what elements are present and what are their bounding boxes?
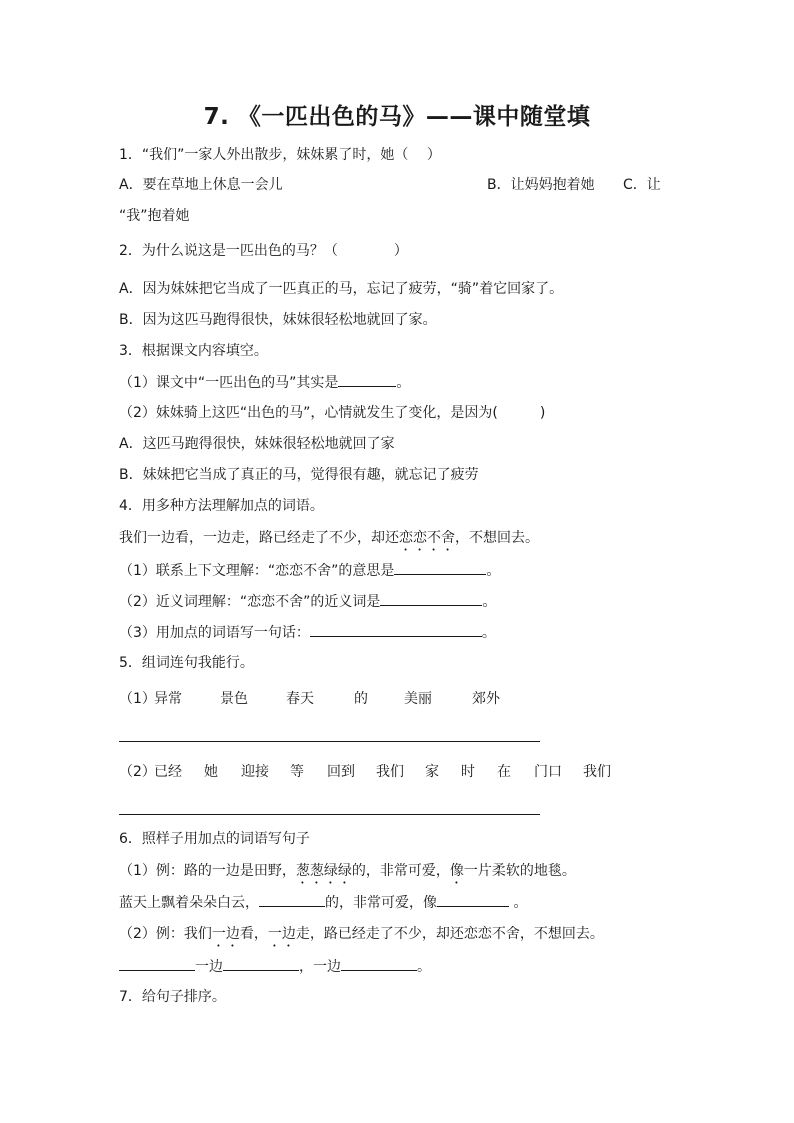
q6-example-2 (119, 924, 604, 950)
q6-ex1-dotted-word: 像 (449, 863, 464, 879)
q4-sub1-blank[interactable] (394, 560, 486, 575)
q1-option-b: B．让妈妈抱着她 (487, 177, 595, 193)
q4-sub3 (119, 622, 496, 643)
q3-option-a: A．这匹马跑得很快，妹妹很轻松地就回了家 (119, 436, 395, 452)
q5-sub1-word: 春天 (286, 691, 314, 707)
q5-sub2-word: 她 (204, 764, 218, 780)
q6-ex2-dotted-word: 一边 (267, 926, 296, 942)
q5-sub2-word: 等 (290, 764, 304, 780)
q6-ex1-text: 一片柔软的地毯。 (463, 863, 576, 879)
q3-sub1-blank[interactable] (338, 372, 396, 387)
q7-stem: 7．给句子排序。 (119, 989, 226, 1005)
q5-sub1-label: （1） (119, 691, 156, 707)
q5-sub2-word: 家 (425, 764, 439, 780)
q5-sub2-word: 迎接 (241, 764, 269, 780)
q5-sub2-label: （2） (119, 764, 156, 780)
q5-sub2-word: 在 (497, 764, 511, 780)
q4-sub2-text: （2）近义词理解：“恋恋不舍”的近义词是 (119, 594, 381, 610)
q3-sub1-text: （1）课文中“一匹出色的马”其实是 (119, 375, 339, 391)
q3-sub2: （2）妹妹骑上这匹“出色的马”，心情就发生了变化，是因为( ) (119, 405, 546, 421)
q4-sub2-blank[interactable] (380, 591, 482, 606)
q6-fill2-blank[interactable] (341, 956, 417, 971)
q6-ex1-text: 的，非常可爱， (351, 863, 450, 879)
q4-stem: 4．用多种方法理解加点的词语。 (119, 498, 324, 514)
q5-sub1-word: 的 (354, 691, 368, 707)
q3-option-b: B．妹妹把它当成了真正的马，觉得很有趣，就忘记了疲劳 (119, 467, 479, 483)
q5-sub2-word: 我们 (583, 764, 611, 780)
q5-sub1-word: 郊外 (472, 691, 500, 707)
q6-fill-2 (119, 956, 431, 977)
q6-fill1-text: 。 (509, 895, 528, 911)
q5-sub1-word: 异常 (154, 691, 182, 707)
q6-fill2-text: ，一边 (299, 959, 341, 975)
q6-ex2-dotted-word: 一边 (211, 926, 240, 942)
q3-stem: 3．根据课文内容填空。 (119, 343, 268, 359)
q2-stem: 2．为什么说这是一匹出色的马？（ ） (119, 243, 408, 259)
q6-fill-1 (119, 892, 527, 913)
q4-sub1-end: 。 (486, 563, 501, 579)
q6-fill1-blank[interactable] (437, 892, 509, 907)
q5-sub2-word: 门口 (534, 764, 562, 780)
q6-fill2-text: 一边 (195, 959, 223, 975)
q5-sub2-word: 回到 (327, 764, 355, 780)
q4-sub1-text: （1）联系上下文理解：“恋恋不舍”的意思是 (119, 563, 395, 579)
q4-sub3-blank[interactable] (310, 622, 482, 637)
q4-sub3-end: 。 (481, 625, 496, 641)
q6-fill2-blank[interactable] (119, 956, 195, 971)
q4-dotted-word: 恋恋不舍 (399, 530, 455, 546)
q3-sub1 (119, 372, 410, 393)
q6-fill1-text: 的，非常可爱，像 (325, 895, 437, 911)
q5-sub2-answer-line[interactable] (119, 814, 540, 815)
q4-sub1 (119, 560, 500, 581)
q6-fill2-text: 。 (417, 959, 431, 975)
q4-sub2 (119, 591, 496, 612)
q1-stem: 1．“我们”一家人外出散步，妹妹累了时，她（ ） (119, 147, 441, 163)
q6-ex1-dotted-word: 葱葱绿绿 (295, 863, 352, 879)
q4-sub2-end: 。 (482, 594, 497, 610)
q4-sentence-end: ，不想回去。 (455, 530, 539, 546)
q5-stem: 5．组词连句我能行。 (119, 655, 254, 671)
q6-ex2-text: 走，路已经走了不少，却还恋恋不舍，不想回去。 (295, 926, 604, 942)
q4-sentence (119, 528, 539, 554)
q4-sub3-text: （3）用加点的词语写一句话： (119, 625, 310, 641)
q2-option-b: B．因为这匹马跑得很快，妹妹很轻松地就回了家。 (119, 312, 437, 328)
q1-option-c-continued: “我”抱着她 (119, 208, 190, 224)
q6-ex1-text: （1）例：路的一边是田野， (119, 863, 296, 879)
q5-sub2-word: 已经 (154, 764, 182, 780)
q6-fill2-blank[interactable] (223, 956, 299, 971)
q5-sub2-word: 时 (461, 764, 475, 780)
q6-example-1 (119, 861, 576, 887)
q1-option-c: C．让 (623, 177, 661, 193)
worksheet-title: 7. 《一匹出色的马》——课中随堂填 (203, 104, 591, 130)
q5-sub2-word: 我们 (376, 764, 404, 780)
q6-fill1-blank[interactable] (259, 892, 325, 907)
q5-sub1-word: 景色 (220, 691, 248, 707)
q3-sub1-end: 。 (396, 375, 411, 391)
q6-stem: 6．照样子用加点的词语写句子 (119, 831, 310, 847)
q1-option-a: A．要在草地上休息一会儿 (119, 177, 283, 193)
q4-sentence-start: 我们一边看，一边走，路已经走了不少，却还 (119, 530, 399, 546)
q5-sub1-word: 美丽 (404, 691, 432, 707)
q5-sub1-answer-line[interactable] (119, 741, 540, 742)
q6-ex2-text: （2）例：我们 (119, 926, 212, 942)
q6-fill1-text: 蓝天上飘着朵朵白云， (119, 895, 259, 911)
q6-ex2-text: 看， (239, 926, 268, 942)
q2-option-a: A．因为妹妹把它当成了一匹真正的马，忘记了疲劳，“骑”着它回家了。 (119, 281, 564, 297)
